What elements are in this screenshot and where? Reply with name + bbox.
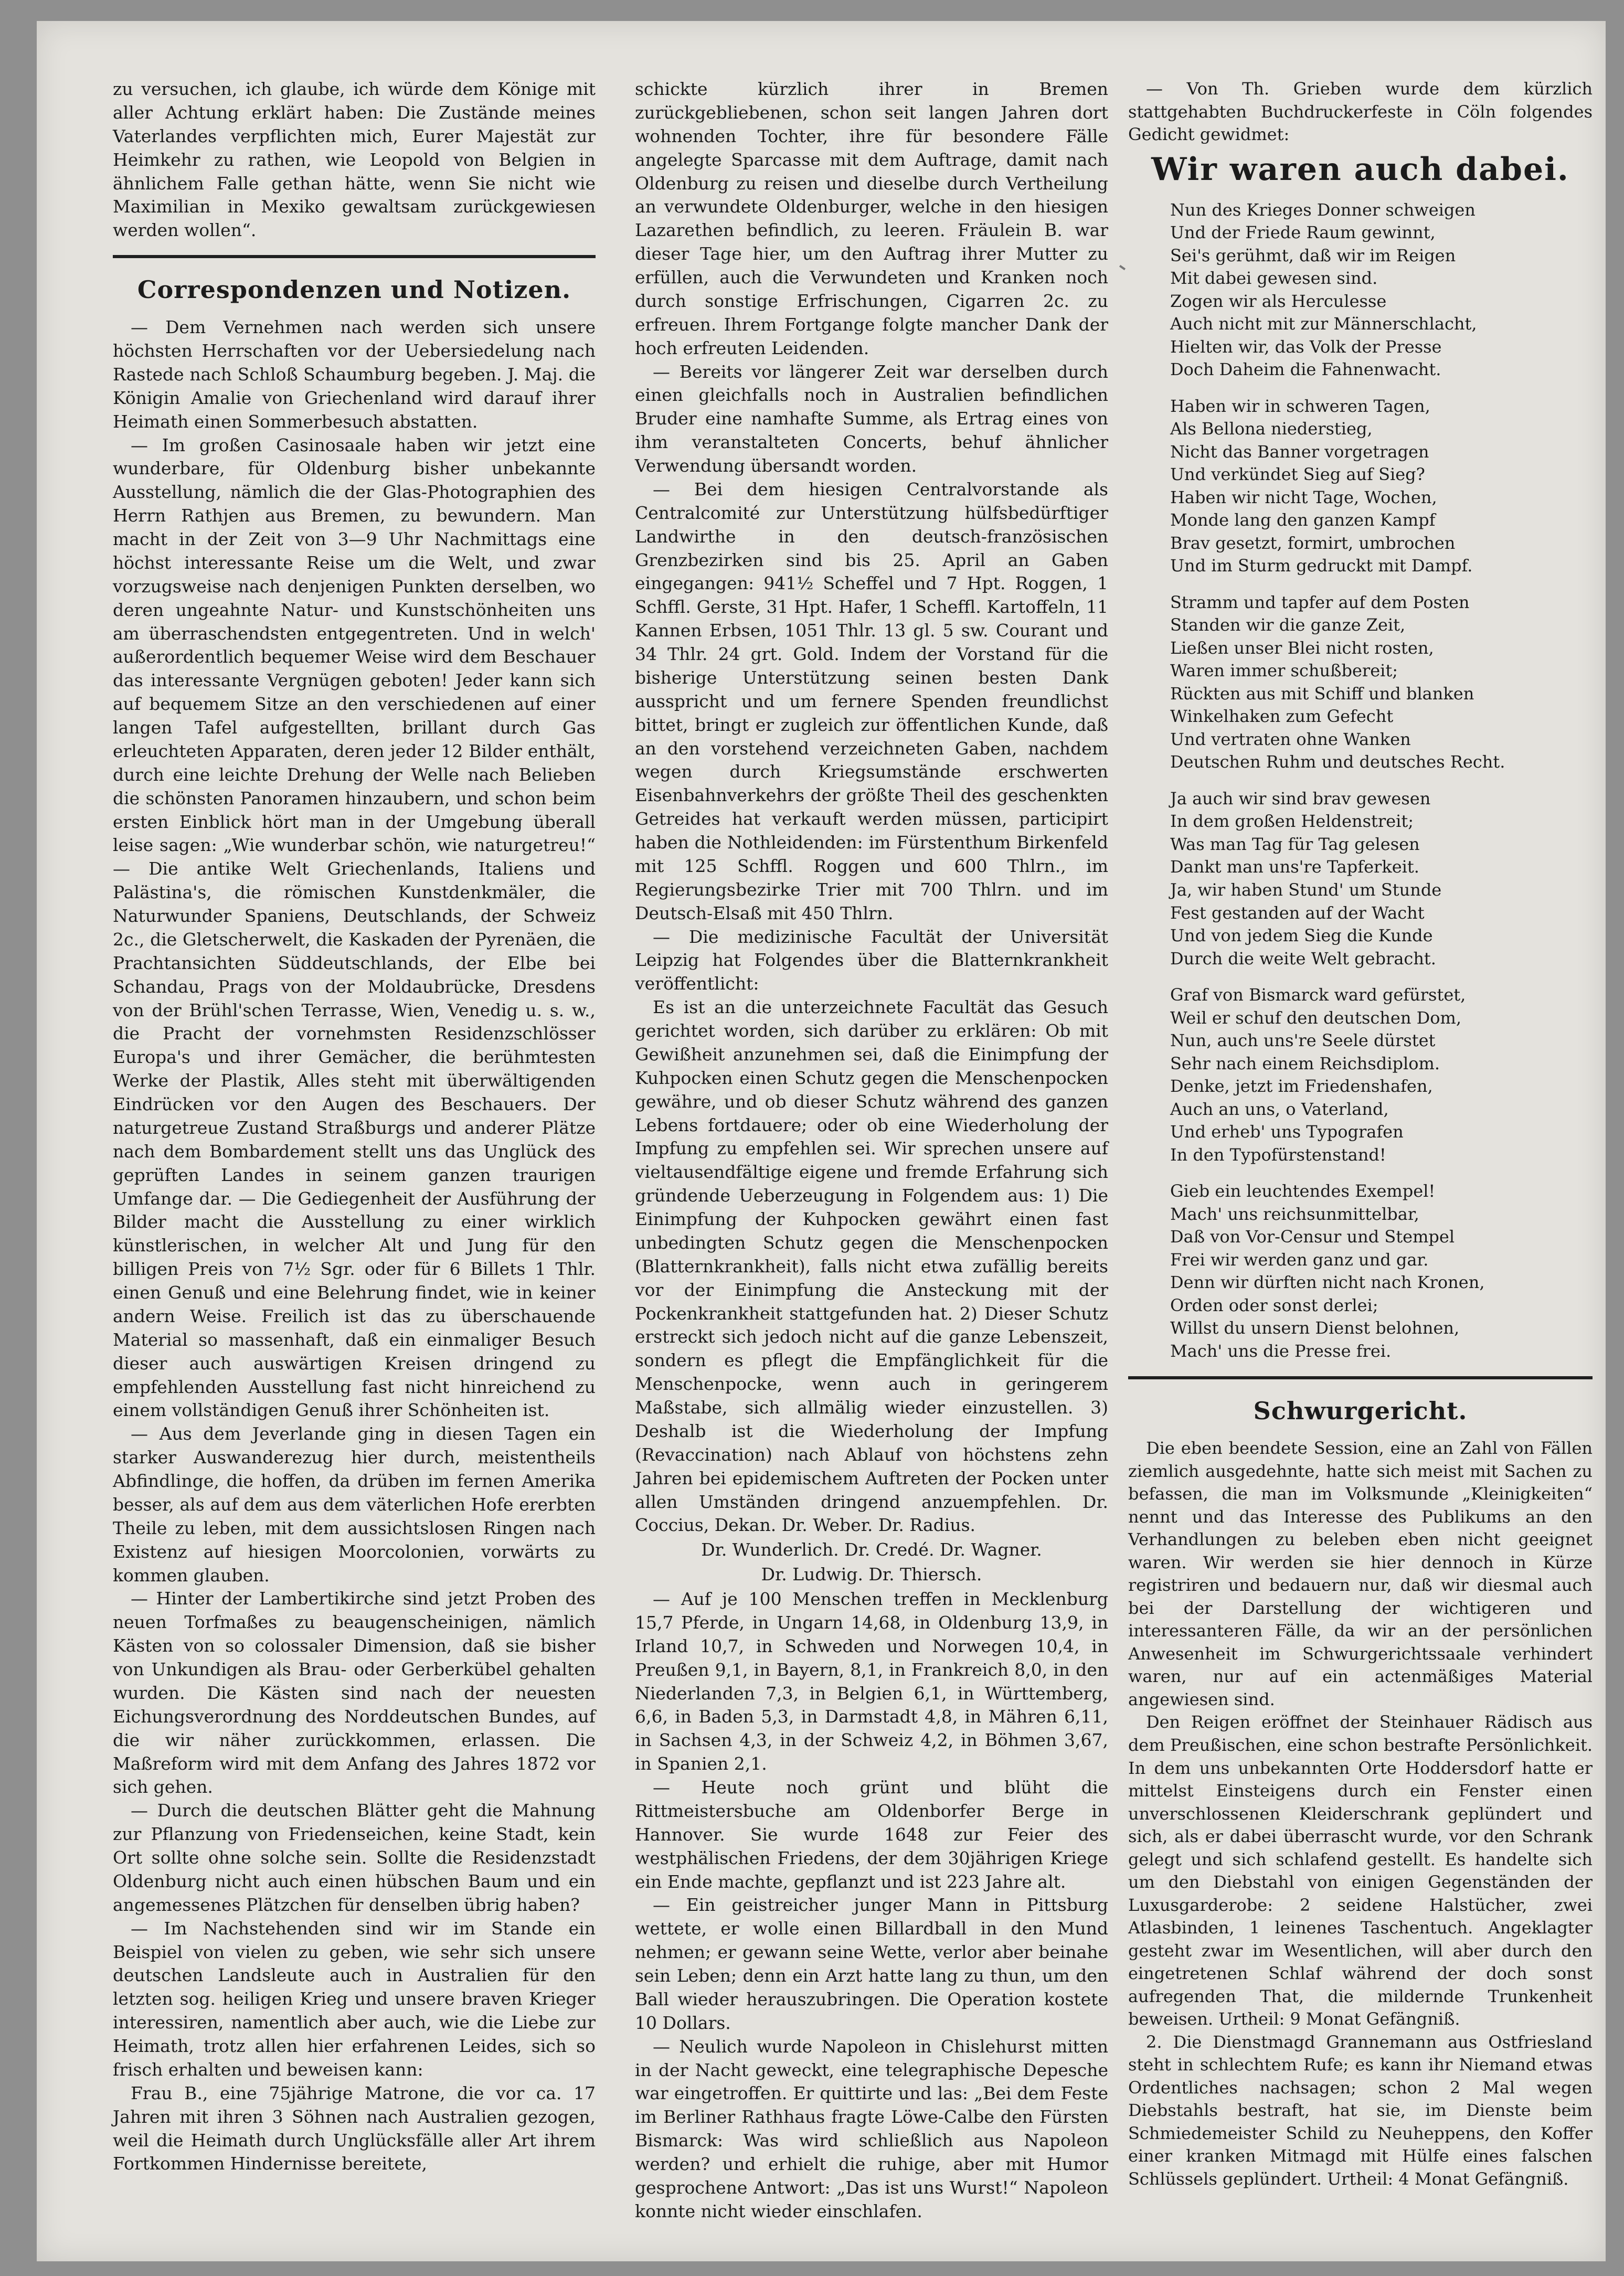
- column-middle: [635, 78, 1108, 2224]
- poem-line: Nun, auch uns're Seele dürstet: [1170, 1030, 1436, 1051]
- section-divider: [113, 255, 596, 258]
- poem-line: Haben wir nicht Tage, Wochen,: [1170, 487, 1437, 507]
- paragraph: — Aus dem Jeverlande ging in diesen Tagen ein starker Auswanderezug hier durch, meistentheils Abfindlinge, die hoffen, da drüben im fernen Amerika besser, als auf dem aus dem väterlichen Hofe ererbten Theile zu leben, mit dem aussichtslosen Ringen nach Existenz auf hiesigen Moorcolonien, vorwärts zu kommen glauben.: [113, 1423, 596, 1586]
- poem-line: Denn wir dürften nicht nach Kronen,: [1170, 1272, 1485, 1293]
- poem-line: Hielten wir, das Volk der Presse: [1170, 336, 1442, 357]
- poem-line: In den Typofürstenstand!: [1170, 1144, 1386, 1165]
- poem-stanza: [1170, 788, 1593, 970]
- poem-line: Rückten aus mit Schiff und blanken: [1170, 683, 1474, 704]
- poem-line: Sehr nach einem Reichsdiplom.: [1170, 1053, 1440, 1073]
- paragraph: — Dem Vernehmen nach werden sich unsere höchsten Herrschaften vor der Uebersiedelung nach Rastede nach Schloß Schaumburg begeben. J. Maj. die Königin Amalie von Griechenland wird darauf ihrer Heimath einen Sommerbesuch abstatten.: [113, 317, 596, 432]
- column-left: [113, 78, 596, 2176]
- paragraph: Frau B., eine 75jährige Matrone, die vor ca. 17 Jahren mit ihren 3 Söhnen nach Australien gezogen, weil die Heimath durch Unglücksfälle aller Art ihrem Fortkommen Hindernisse bereitete,: [113, 2082, 596, 2174]
- poem-line: Willst du unsern Dienst belohnen,: [1170, 1318, 1460, 1338]
- poem-line: Mach' uns die Presse frei.: [1170, 1341, 1392, 1361]
- paragraph: — Ein geistreicher junger Mann in Pittsburg wettete, er wolle einen Billardball in den Mund nehmen; er gewann seine Wette, verlor aber beinahe sein Leben; denn ein Arzt hatte lang zu thun, um den Ball wieder herauszubringen. Die Operation kostete 10 Dollars.: [635, 1895, 1108, 2033]
- poem-line: Dankt man uns're Tapferkeit.: [1170, 857, 1419, 877]
- poem-line: Als Bellona niederstieg,: [1170, 419, 1373, 439]
- poem-line: Stramm und tapfer auf dem Posten: [1170, 592, 1470, 612]
- paragraph: — Neulich wurde Napoleon in Chislehurst mitten in der Nacht geweckt, eine telegraphische Depesche war eingetroffen. Er quittirte und las: „Bei dem Feste im Berliner Rathhaus fragte Löwe-Calbe den Fürsten Bismarck: Was wird schließlich aus Napoleon werden? und erhielt die ruhige, aber mit Humor gesprochene Antwort: „Das ist uns Wurst!“ Napoleon konnte nicht wieder einschlafen.: [635, 2036, 1108, 2221]
- paragraph: — Von Th. Grieben wurde dem kürzlich stattgehabten Buchdruckerfeste in Cöln folgendes Gedicht gewidmet:: [1128, 79, 1593, 145]
- poem-line: Doch Daheim die Fahnenwacht.: [1170, 359, 1441, 380]
- poem-line: Standen wir die ganze Zeit,: [1170, 615, 1406, 635]
- poem-line: Ließen unser Blei nicht rosten,: [1170, 637, 1434, 658]
- paragraph: Den Reigen eröffnet der Steinhauer Rädisch aus dem Preußischen, eine schon bestrafte Persönlichkeit. In dem uns unbekannten Orte Hoddersdorf hatte er mittelst Einsteigens durch ein Fenster einen unverschlossenen Kleiderschrank geplündert und sich, als er dabei überrascht wurde, vor den Schrank gelegt und sich schlafend gestellt. Es handelte sich um den Diebstahl von einigen Gegenständen der Luxusgarderobe: 2 seidene Halstücher, zwei Atlasbinden, 1 leinenes Taschentuch. Angeklagter gesteht zwar im Wesentlichen, will aber durch den eingetretenen Schlaf während der doch sonst aufregenden That, die mildernde Trunkenheit beweisen. Urtheil: 9 Monat Gefängniß.: [1128, 1712, 1593, 2029]
- poem-line: Nicht das Banner vorgetragen: [1170, 441, 1429, 462]
- poem-stanza: [1170, 984, 1593, 1166]
- poem-line: Auch nicht mit zur Männerschlacht,: [1170, 314, 1477, 334]
- poem-line: Ja auch wir sind brav gewesen: [1170, 788, 1431, 809]
- poem-stanza: [1170, 1180, 1593, 1363]
- poem-line: Und vertraten ohne Wanken: [1170, 729, 1411, 749]
- poem-line: Orden oder sonst derlei;: [1170, 1295, 1378, 1315]
- paragraph: — Bei dem hiesigen Centralvorstande als Centralcomité zur Unterstützung hülfsbedürftiger Landwirthe in den deutsch-französischen Grenzbezirken sind bis 25. April an Gaben eingegangen: 941½ Scheffel und 7 Hpt. Roggen, 1 Schffl. Gerste, 31 Hpt. Hafer, 1 Scheffl. Kartoffeln, 11 Kannen Erbsen, 1051 Thlr. 13 gl. 5 sw. Courant und 34 Thlr. 24 grt. Gold. Indem der Vorstand für die bisherige Unterstützung seinen besten Dank ausspricht und um fernere Spenden freundlichst bittet, bringt er zugleich zur öffentlichen Kunde, daß an den vorstehend verzeichneten Gaben, nachdem wegen durch Kriegsumstände erschwerten Eisenbahnverkehrs der größte Theil des geschenkten Getreides hat verkauft werden müssen, participirt haben die Nothleidenden: im Fürstenthum Birkenfeld mit 125 Schffl. Roggen und 600 Thlrn., im Regierungsbezirke Trier mit 700 Thlrn. und im Deutsch-Elsaß mit 450 Thlrn.: [635, 478, 1108, 923]
- poem-line: Winkelhaken zum Gefecht: [1170, 706, 1394, 727]
- poem-line: Nun des Krieges Donner schweigen: [1170, 199, 1476, 220]
- poem-line: Denke, jetzt im Friedenshafen,: [1170, 1076, 1433, 1097]
- poem-title: Wir waren auch dabei.: [1151, 151, 1569, 188]
- poem-line: Durch die weite Welt gebracht.: [1170, 948, 1436, 969]
- paragraph: — Durch die deutschen Blätter geht die Mahnung zur Pflanzung von Friedenseichen, keine Stadt, kein Ort sollte ohne solche sein. Sollte die Residenzstadt Oldenburg nicht auch einen hübschen Baum und ein angemessenes Plätzchen für denselben übrig haben?: [113, 1800, 596, 1915]
- signature-line: Dr. Ludwig. Dr. Thiersch.: [761, 1564, 982, 1585]
- section-heading: Schwurgericht.: [1253, 1397, 1468, 1426]
- paragraph: Es ist an die unterzeichnete Facultät das Gesuch gerichtet worden, sich darüber zu erklären: Ob mit Gewißheit anzunehmen sei, daß die Einimpfung der Kuhpocken einen Schutz gegen die Menschenpocken gewähre, und ob dieser Schutz während des ganzen Lebens fortdauere; oder ob eine Wiederholung der Impfung zu empfehlen sei. Wir sprechen unsere auf vieltausendfältige eigene und fremde Erfahrung sich gründende Ueberzeugung in Folgendem aus: 1) Die Einimpfung der Kuhpocken gewährt einen fast unbedingten Schutz gegen die Menschenpocken (Blatternkrankheit), falls nicht etwa zufällig bereits vor der Einimpfung die Ansteckung mit der Pockenkrankheit stattgefunden hat. 2) Dieser Schutz erstreckt sich jedoch nicht auf die ganze Lebenszeit, sondern es pflegt die Empfänglichkeit für die Menschenpocke, wenn auch in geringerem Maßstabe, sich allmälig wieder einzustellen. 3) Deshalb ist die Wiederholung der Impfung (Revaccination) nach Ablauf von höchstens zehn Jahren bei epidemischem Auftreten der Pocken unter allen Umständen dringend anzuempfehlen. Dr. Coccius, Dekan. Dr. Weber. Dr. Radius.: [635, 997, 1108, 1536]
- poem-line: Haben wir in schweren Tagen,: [1170, 396, 1430, 416]
- paragraph: — Heute noch grünt und blüht die Rittmeistersbuche am Oldenborfer Berge in Hannover. Sie wurde 1648 zur Feier des westphälischen Friedens, der dem 30jährigen Kriege ein Ende machte, gepflanzt und ist 223 Jahre alt.: [635, 1777, 1108, 1892]
- poem-stanza: [1170, 199, 1593, 381]
- paragraph: — Im großen Casinosaale haben wir jetzt eine wunderbare, für Oldenburg bisher unbekannte Ausstellung, nämlich die der Glas-Photographien des Herrn Rathjen aus Bremen, zu bewundern. Man macht in der Zeit von 3—9 Uhr Nachmittags eine höchst interessante Reise um die Welt, und zwar vorzugsweise nach denjenigen Punkten derselben, wo deren ungeahnte Natur- und Kunstschönheiten uns am überraschendsten entgegentreten. Und in welch' außerordentlich bequemer Weise wird dem Beschauer das interessante Vergnügen geboten! Jeder kann sich auf bequemem Sitze an den verschiedenen auf einer langen Tafel aufgestellten, brillant durch Gas erleuchteten Apparaten, deren jeder 12 Bilder enthält, durch eine leichte Drehung der Welle nach Belieben die schönsten Panoramen hinzaubern, und schon beim ersten Einblick hört man in der Umgebung überall leise sagen: „Wie wunderbar schön, wie naturgetreu!“ — Die antike Welt Griechenlands, Italiens und Palästina's, die römischen Kunstdenkmäler, die Naturwunder Spaniens, Deutschlands, der Schweiz 2c., die Gletscherwelt, die Kaskaden der Pyrenäen, die Prachtansichten Süddeutschlands, der Elbe bei Schandau, Prags von der Moldaubrücke, Dresdens von der Brühl'schen Terrasse, Wien, Venedig u. s. w., die Pracht der vornehmsten Residenzschlösser Europa's und ihrer Gemächer, die berühmtesten Werke der Plastik, Alles steht mit überwältigenden Eindrücken vor den Augen des Beschauers. Der naturgetreue Zustand Straßburgs und anderer Plätze nach dem Bombardement stellt uns das Unglück des geprüften Landes in seinem ganzen traurigen Umfange dar. — Die Gediegenheit der Ausführung der Bilder macht die Ausstellung zu einer wirklich künstlerischen, in welcher Alt und Jung für den billigen Preis von 7½ Sgr. oder für 6 Billets 1 Thlr. einen Genuß und eine Belehrung findet, wie in keiner andern Weise. Freilich ist das zu überschauende Material so massenhaft, daß ein einmaliger Besuch dieser auch auswärtigen Kreisen dringend zu empfehlenden Ausstellung fast nicht hinreichend zu einem vollständigen Genuß ihrer Schönheiten ist.: [113, 434, 596, 1421]
- paragraph-continued: zu versuchen, ich glaube, ich würde dem Könige mit aller Achtung erklärt haben: Die Zustände meines Vaterlandes verpflichten mich, Eurer Majestät zur Heimkehr zu rathen, wie Leopold von Belgien in ähnlichem Falle gethan hätte, wenn Sie nicht wie Maximilian in Mexiko gewaltsam zurückgewiesen werden wollen“.: [113, 79, 596, 241]
- poem-line: In dem großen Heldenstreit;: [1170, 811, 1414, 832]
- poem-line: Auch an uns, o Vaterland,: [1170, 1099, 1389, 1119]
- poem-line: Monde lang den ganzen Kampf: [1170, 510, 1436, 530]
- poem-line: Gieb ein leuchtendes Exempel!: [1170, 1181, 1436, 1201]
- signature-line: Dr. Wunderlich. Dr. Credé. Dr. Wagner.: [701, 1539, 1042, 1560]
- poem-line: Was man Tag für Tag gelesen: [1170, 834, 1420, 854]
- poem-line: Brav gesetzt, formirt, umbrochen: [1170, 533, 1456, 553]
- paragraph: 2. Die Dienstmagd Grannemann aus Ostfriesland steht in schlechtem Rufe; es kann ihr Niemand etwas Ordentliches nachsagen; schon 2 Mal wegen Diebstahls bestraft, hat sie, im Dienste beim Schmiedemeister Schild zu Neuheppens, den Koffer einer kranken Mitmagd mit Hülfe eines falschen Schlüssels geplündert. Urtheil: 4 Monat Gefängniß.: [1128, 2032, 1593, 2189]
- paragraph: — Auf je 100 Menschen treffen in Mecklenburg 15,7 Pferde, in Ungarn 14,68, in Oldenburg 13,9, in Irland 10,7, in Schweden und Norwegen 10,4, in Preußen 9,1, in Bayern, 8,1, in Frankreich 8,0, in den Niederlanden 7,3, in Belgien 6,1, in Württemberg, 6,6, in Baden 5,3, in Darmstadt 4,8, in Mähren 6,11, in Sachsen 4,3, in der Schweiz 4,2, in Böhmen 3,67, in Spanien 2,1.: [635, 1589, 1108, 1774]
- poem-line: Waren immer schußbereit;: [1170, 661, 1398, 681]
- poem-line: Daß von Vor-Censur und Stempel: [1170, 1227, 1455, 1247]
- paragraph: — Im Nachstehenden sind wir im Stande ein Beispiel von vielen zu geben, wie sehr sich unsere deutschen Landsleute auch in Australien für den letzten sog. heiligen Krieg und unsere braven Krieger interessiren, namentlich aber auch, wie die Liebe zur Heimath, trotz allen hier erfahrenen Leides, sich so frisch erhalten und beweisen kann:: [113, 1918, 596, 2080]
- poem-line: Und im Sturm gedruckt mit Dampf.: [1170, 556, 1473, 576]
- poem: [1170, 199, 1593, 1363]
- paragraph: Die eben beendete Session, eine an Zahl von Fällen ziemlich ausgedehnte, hatte sich meist mit Sachen zu befassen, die man im Volksmunde „Kleinigkeiten“ nennt und das Interesse des Publikums an den Verhandlungen zu beleben eben nicht geeignet waren. Wir werden sie hier dennoch in Kürze registriren und bedauern nur, daß wir diesmal auch bei der Darstellung der wichtigeren und interessanteren Fälle, da wir an der persönlichen Anwesenheit im Schwurgerichtssaale verhindert waren, nur auf ein actenmäßiges Material angewiesen sind.: [1128, 1438, 1593, 1709]
- section-heading: Correspondenzen und Notizen.: [137, 275, 571, 304]
- poem-line: Mit dabei gewesen sind.: [1170, 268, 1378, 289]
- section-divider: [1128, 1376, 1593, 1379]
- poem-line: Ja, wir haben Stund' um Stunde: [1170, 879, 1442, 900]
- poem-line: Mach' uns reichsunmittelbar,: [1170, 1204, 1419, 1224]
- paragraph: — Die medizinische Facultät der Universität Leipzig hat Folgendes über die Blatternkrankheit veröffentlicht:: [635, 926, 1108, 994]
- poem-line: Und der Friede Raum gewinnt,: [1170, 222, 1436, 243]
- poem-line: Graf von Bismarck ward gefürstet,: [1170, 985, 1466, 1005]
- poem-line: Frei wir werden ganz und gar.: [1170, 1249, 1429, 1270]
- poem-line: Und verkündet Sieg auf Sieg?: [1170, 464, 1425, 485]
- poem-stanza: [1170, 395, 1593, 578]
- column-right: [1128, 78, 1593, 2190]
- poem-line: Und erheb' uns Typografen: [1170, 1122, 1404, 1142]
- poem-line: Sei's gerühmt, daß wir im Reigen: [1170, 245, 1456, 265]
- poem-line: Zogen wir als Herculesse: [1170, 291, 1387, 311]
- paragraph: — Hinter der Lambertikirche sind jetzt Proben des neuen Torfmaßes zu beaugenscheinigen, nämlich Kästen von so colossaler Dimension, daß sie bisher von Unkundigen als Brau- oder Gerberkübel gehalten wurden. Die Kästen sind nach der neuesten Eichungsverordnung des Norddeutschen Bundes, auf die wir näher zurückkommen, erlassen. Die Maßreform wird mit dem Anfang des Jahres 1872 vor sich gehen.: [113, 1588, 596, 1798]
- poem-line: Fest gestanden auf der Wacht: [1170, 902, 1425, 923]
- paragraph-continued: schickte kürzlich ihrer in Bremen zurückgebliebenen, schon seit langen Jahren dort wohnenden Tochter, ihre für besondere Fälle angelegte Sparcasse mit dem Auftrage, damit nach Oldenburg zu reisen und dieselbe durch Vertheilung an verwundete Oldenburger, welche in den hiesigen Lazarethen befindlich, zu leeren. Fräulein B. war dieser Tage hier, um den Auftrag ihrer Mutter zu erfüllen, auch die Verwundeten und Kranken noch durch sonstige Erfrischungen, Cigarren 2c. zu erfreuen. Ihrem Fortgange folgte mancher Dank der hoch erfreuten Leidenden.: [635, 79, 1108, 358]
- poem-line: Deutschen Ruhm und deutsches Recht.: [1170, 752, 1505, 772]
- paragraph: — Bereits vor längerer Zeit war derselben durch einen gleichfalls noch in Australien befindlichen Bruder eine namhafte Summe, als Ertrag eines von ihm veranstalteten Concerts, behuf ähnlicher Verwendung übersandt worden.: [635, 361, 1108, 476]
- poem-stanza: [1170, 591, 1593, 774]
- poem-line: Weil er schuf den deutschen Dom,: [1170, 1007, 1462, 1028]
- poem-line: Und von jedem Sieg die Kunde: [1170, 926, 1433, 946]
